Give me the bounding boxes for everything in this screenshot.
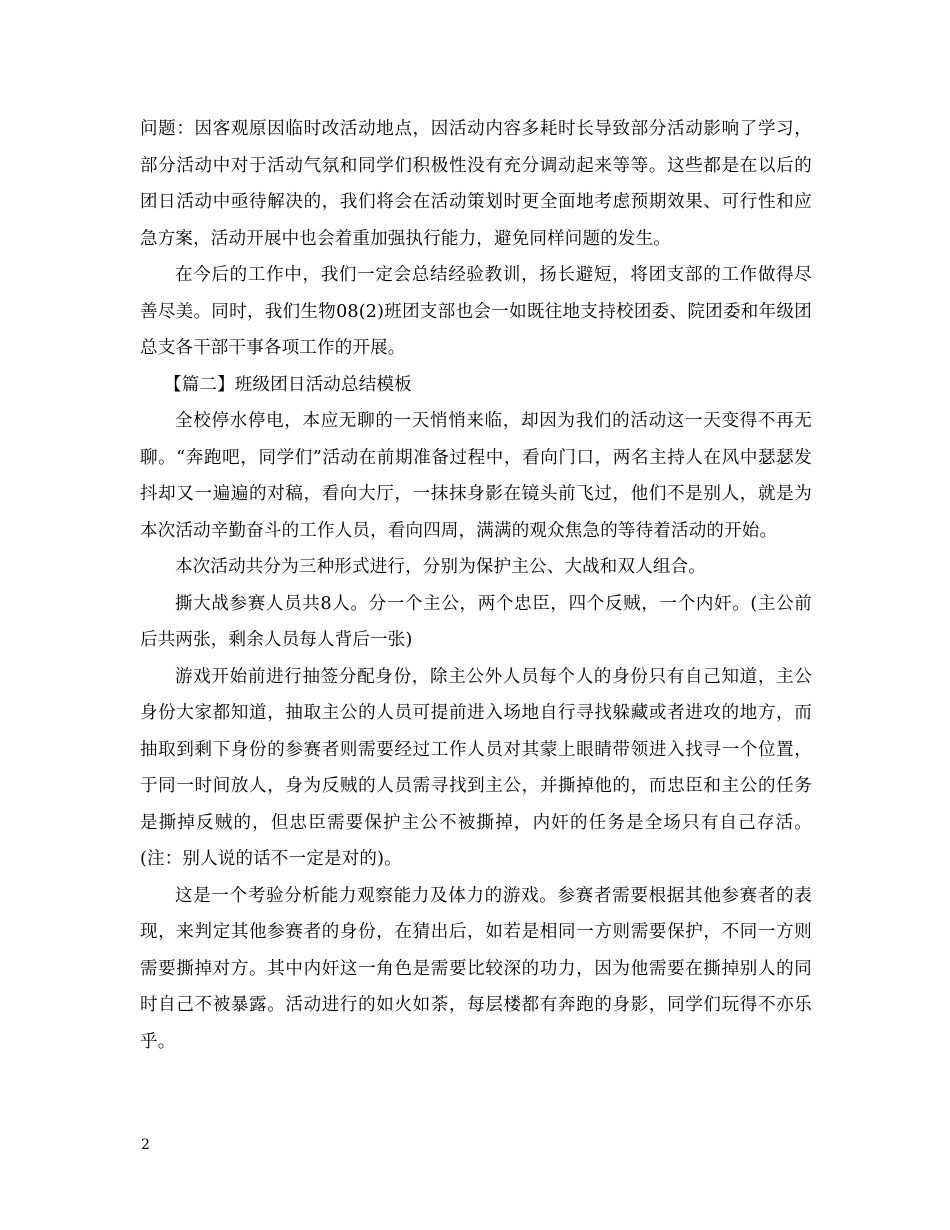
paragraph-intro: 全校停水停电，本应无聊的一天悄悄来临，却因为我们的活动这一天变得不再无聊。“奔跑吧，同学们”活动在前期准备过程中，看向门口，两名主持人在风中瑟瑟发抖却又一遍遍的对稿，看向大厅，一抹抹身影在镜头前飞过，他们不是别人，就是为本次活动辛勤奋斗的工作人员，看向四周，满满的观众焦急的等待着活动的开始。 <box>140 411 812 541</box>
paragraph-problems: 问题：因客观原因临时改活动地点，因活动内容多耗时长导致部分活动影响了学习，部分活动中对于活动气氛和同学们积极性没有充分调动起来等等。这些都是在以后的团日活动中亟待解决的，我们将会在活动策划时更全面地考虑预期效果、可行性和应急方案，活动开展中也会着重加强执行能力，避免同样问题的发生。 <box>140 119 812 249</box>
page-number: 2 <box>141 1137 150 1153</box>
paragraph-summary: 这是一个考验分析能力观察能力及体力的游戏。参赛者需要根据其他参赛者的表现，来判定其他参赛者的身份，在猜出后，如若是相同一方则需要保护，不同一方则需要撕掉对方。其中内奸这一角色是需要比较深的功力，因为他需要在撕掉别人的同时自己不被暴露。活动进行的如火如荼，每层楼都有奔跑的身影，同学们玩得不亦乐乎。 <box>140 885 812 1052</box>
paragraph-rules: 游戏开始前进行抽签分配身份，除主公外人员每个人的身份只有自己知道，主公身份大家都知道，抽取主公的人员可提前进入场地自行寻找躲藏或者进攻的地方，而抽取到剩下身份的参赛者则需要经过工作人员对其蒙上眼睛带领进入找寻一个位置，于同一时间放人，身为反贼的人员需寻找到主公，并撕掉他的，而忠臣和主公的任务是撕掉反贼的，但忠臣需要保护主公不被撕掉，内奸的任务是全场只有自己存活。(注：别人说的话不一定是对的)。 <box>140 666 812 869</box>
section-heading: 【篇二】班级团日活动总结模板 <box>164 374 412 395</box>
paragraph-participants: 撕大战参赛人员共8人。分一个主公，两个忠臣，四个反贼，一个内奸。(主公前后共两张，剩余人员每人背后一张) <box>140 593 812 650</box>
document-body <box>140 111 812 1060</box>
paragraph-future-work: 在今后的工作中，我们一定会总结经验教训，扬长避短，将团支部的工作做得尽善尽美。同时，我们生物08(2)班团支部也会一如既往地支持校团委、院团委和年级团总支各干部干事各项工作的开展。 <box>140 265 812 358</box>
paragraph-forms: 本次活动共分为三种形式进行，分别为保护主公、大战和双人组合。 <box>175 557 706 577</box>
